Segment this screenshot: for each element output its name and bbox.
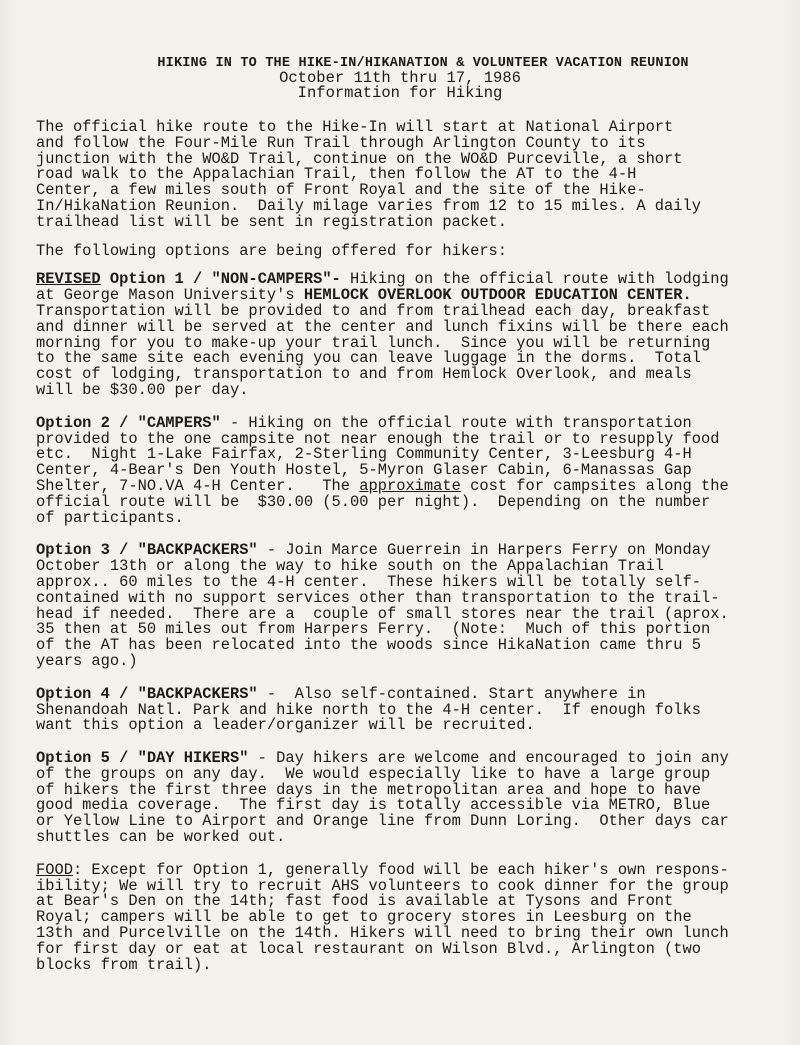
text-line: approx.. 60 miles to the 4-H center. These hikers will be totally self- [36, 572, 701, 591]
text-line: trailhead list will be sent in registration packet. [36, 212, 508, 231]
option-3-label: Option 3 / "BACKPACKERS" [36, 541, 258, 560]
text-line: head if needed. There are a couple of small stores near the trail (aprox. [36, 604, 729, 623]
text-line: or Yellow Line to Airport and Orange line from Dunn Loring. Other days car [36, 812, 729, 831]
option-1-text: at George Mason University's [36, 286, 304, 305]
text-line: The following options are being offered for hikers: [36, 241, 508, 260]
option-2-text: - Hiking on the official route with transportation [220, 413, 692, 432]
text-line: October 13th or along the way to hike south on the Appalachian Trail [36, 557, 665, 576]
text-line: etc. Night 1-Lake Fairfax, 2-Sterling Community Center, 3-Leesburg 4-H [36, 445, 692, 464]
text-line: 35 then at 50 miles out from Harpers Ferry. (Note: Much of this portion [36, 620, 711, 639]
option-2-text: cost for campsites along the [460, 476, 729, 495]
document-subtitle: Information for Hiking [297, 84, 503, 102]
text-line: junction with the WO&D Trail, continue on the WO&D Purceville, a short [36, 149, 683, 168]
text-line: of the AT has been relocated into the woods since HikaNation came thru 5 [36, 636, 701, 655]
text-line: road walk to the Appalachian Trail, then follow the AT to the 4-H [36, 165, 637, 184]
food-section [36, 860, 786, 974]
option-5-section [36, 751, 786, 846]
text-line: cost of lodging, transportation to and from Hemlock Overlook, and meals [36, 365, 692, 384]
option-5-label: Option 5 / "DAY HIKERS" [36, 749, 249, 768]
text-line: to the same site each evening you can leave luggage in the dorms. Total [36, 349, 701, 368]
text-line: blocks from trail). [36, 955, 212, 974]
text-line: Transportation will be provided to and from trailhead each day, breakfast [36, 301, 711, 320]
text-line: Center, a few miles south of Front Royal and the site of the Hike- [36, 181, 646, 200]
hemlock-overlook-name: HEMLOCK OVERLOOK OUTDOOR EDUCATION CENTER. [303, 286, 692, 305]
option-1-label: Option 1 / "NON-CAMPERS"- [100, 270, 341, 289]
text-line: will be $30.00 per day. [36, 380, 249, 399]
text-line: shuttles can be worked out. [36, 828, 286, 847]
text-line: of participants. [36, 508, 184, 527]
food-label: FOOD [36, 860, 73, 879]
text-line: Center, 4-Bear's Den Youth Hostel, 5-Myron Glaser Cabin, 6-Manassas Gap [36, 461, 692, 480]
option-5-text: - Day hikers are welcome and encouraged to join any [248, 749, 729, 768]
text-line: and dinner will be served at the center and lunch fixins will be there each [36, 317, 729, 336]
document-dates: October 11th thru 17, 1986 [279, 69, 521, 87]
text-line: provided to the one campsite not near enough the trail or to resupply food [36, 429, 720, 448]
option-3-section [36, 543, 786, 669]
option-3-text: - Join Marce Guerrein in Harpers Ferry on Monday [257, 541, 711, 560]
text-line: for first day or eat at local restaurant on Wilson Blvd., Arlington (two [36, 939, 701, 958]
text-line: 13th and Purcelville on the 14th. Hikers will need to bring their own lunch [36, 924, 729, 943]
text-line: good media coverage. The first day is totally accessible via METRO, Blue [36, 796, 711, 815]
text-line: at Bear's Den on the 14th; fast food is available at Tysons and Front [36, 892, 674, 911]
text-line: ibility; We will try to recruit AHS volunteers to cook dinner for the group [36, 876, 729, 895]
document-title: HIKING IN TO THE HIKE-IN/HIKANATION & VOLUNTEER VACATION REUNION [157, 56, 689, 71]
approximate-word: approximate [359, 476, 461, 495]
option-2-label: Option 2 / "CAMPERS" [36, 413, 221, 432]
option-1-section [36, 272, 786, 398]
option-2-section [36, 413, 786, 527]
text-line: morning for you to make-up your trail lunch. Since you will be returning [36, 333, 711, 352]
text-line: contained with no support services other than transportation to the trail- [36, 588, 720, 607]
text-line: of hikers the first three days in the metropolitan area and hope to have [36, 780, 701, 799]
revised-label: REVISED [36, 270, 101, 289]
text-line: In/HikaNation Reunion. Daily milage varies from 12 to 15 miles. A daily [36, 196, 701, 215]
text-line: years ago.) [36, 651, 138, 670]
document-header [0, 56, 800, 101]
option-4-label: Option 4 / "BACKPACKERS" [36, 684, 258, 703]
text-line: want this option a leader/organizer will be recruited. [36, 716, 535, 735]
intro-paragraph [36, 120, 786, 231]
text-line: of the groups on any day. We would especially like to have a large group [36, 764, 711, 783]
text-line: official route will be $30.00 (5.00 per night). Depending on the number [36, 492, 711, 511]
text-line: Royal; campers will be able to get to grocery stores in Leesburg on the [36, 908, 692, 927]
text-line: and follow the Four-Mile Run Trail through Arlington County to its [36, 133, 646, 152]
option-4-text: - Also self-contained. Start anywhere in [257, 684, 646, 703]
document-body [36, 120, 786, 973]
text-line: Shenandoah Natl. Park and hike north to the 4-H center. If enough folks [36, 700, 701, 719]
food-text: : Except for Option 1, generally food will be each hiker's own respons- [72, 860, 729, 879]
option-2-text: Shelter, 7-NO.VA 4-H Center. The [36, 476, 360, 495]
text-line: The official hike route to the Hike-In will start at National Airport [36, 118, 674, 136]
options-intro [36, 241, 786, 260]
option-4-section [36, 684, 786, 735]
option-1-text: Hiking on the official route with lodging [340, 270, 729, 289]
